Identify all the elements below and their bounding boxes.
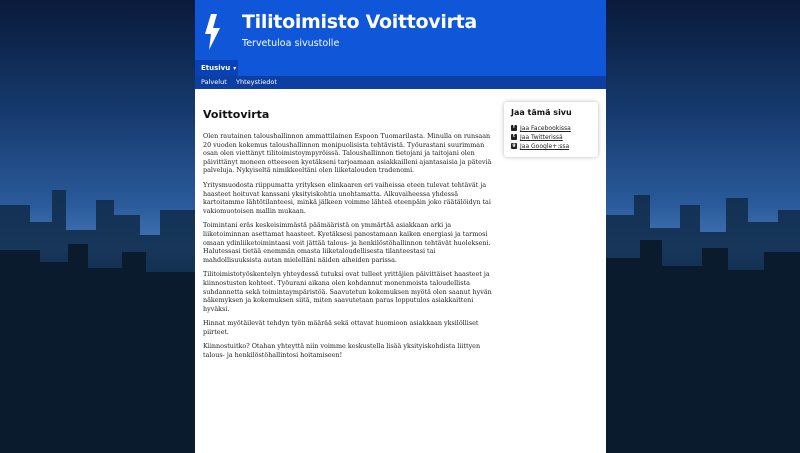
article-paragraph: Olen rautainen taloushallinnon ammattilainen Espoon Tuomarilasta. Minulla on runsaan 20 vuoden kokemus taloushallinnon monipuolisista tehtävistä. Työurastani suurimman osan olen viettänyt tilitoimistoympyröissä. Taloushallinnon tietojani ja taitojani olen päivittänyt moneen otteeseen kyetäkseni tarjoamaan asiakkailleni ajantasaisia ja päteviä palveluja. Nykyiseltä nimikkeeltäni olen liiketalouden tradenomi. [203,132,492,175]
google-plus-icon: g [512,143,516,148]
facebook-icon: f [511,125,517,131]
primary-nav [195,60,606,76]
share-widget [504,102,598,157]
article-paragraph: Yritysmuodosta riippumatta yrityksen elinkaaren eri vaiheissa eteen tulevat tehtävät ja haasteet hoituvat kanssani yksityiskohtia unohtamatta. Alkuvaiheessa yhdessä kartoitamme lähtötilanteesi, minkä jälkeen voimme lähteä eteenpäin joko räätälöidyn tai vakiomuotoisen mallin mukaan. [203,180,491,215]
site-title[interactable]: Tilitoimisto Voittovirta [242,11,477,33]
share-twitter-link[interactable]: t Jaa Twitterissä [512,134,563,141]
site-tagline: Tervetuloa sivustolle [242,38,340,49]
lightning-bolt-icon[interactable] [203,14,223,50]
article-paragraph: Kiinnostuitko? Otahan yhteyttä niin voimme keskustella lisää yksityiskohdista liittyen talous- ja henkilöstöhallintosi hoitamiseen! [203,342,481,360]
main-content [203,108,493,366]
nav-item-label: Etusivu [201,64,231,72]
article-paragraph: Hinnat myötäilevät tehdyn työn määrää sekä ottavat huomioon asiakkaan yksilölliset piirteet. [203,319,479,336]
article-title: Voittovirta [203,108,270,121]
nav-item-etusivu[interactable] [195,60,238,76]
twitter-icon: t [512,134,516,139]
share-title: Jaa tämä sivu [511,108,572,117]
site-header [195,0,606,60]
share-facebook-link[interactable]: f Jaa Facebookissa [511,124,571,133]
article-paragraph: Toimintani eräs keskeisimmästä päämääristä on ymmärtää asiakkaan arki ja liiketoiminnan asettamat haasteet. Kyetäksesi panostamaan kaiken energiasi ja tarmosi omaan ydinliiketoimintaasi voit jättää talous- ja henkilöstöhallinnon tehtävät huolekseni. Halutessasi tietää enemmän omasta liiketaloudellisesta tilanteestasi tai mahdollisuuksista autan mielelläni näiden aiheiden parissa. [203,221,491,264]
nav-item-yhteystiedot[interactable]: Yhteystiedot [236,78,277,86]
chevron-down-icon: ▾ [233,65,237,72]
article-paragraph: Tilitoimistotyöskentelyn yhteydessä tutuksi ovat tulleet yrittäjien päivittäiset haasteet ja kiinnostusten kohteet. Työurani aikana olen kohdannut monenmoista taloudellista suhdannetta sekä toimintaympäristöä. Saavutetun kokemuksen myötä olen saanut hyvän näkemyksen ja kokemuksen siitä, miten saavutetaan paras lopputulos asiakkaitteni hyväksi. [203,270,492,313]
nav-item-palvelut[interactable]: Palvelut [201,78,227,86]
secondary-nav [195,76,606,89]
share-google-plus-link[interactable]: g Jaa Google+:ssa [512,143,570,150]
